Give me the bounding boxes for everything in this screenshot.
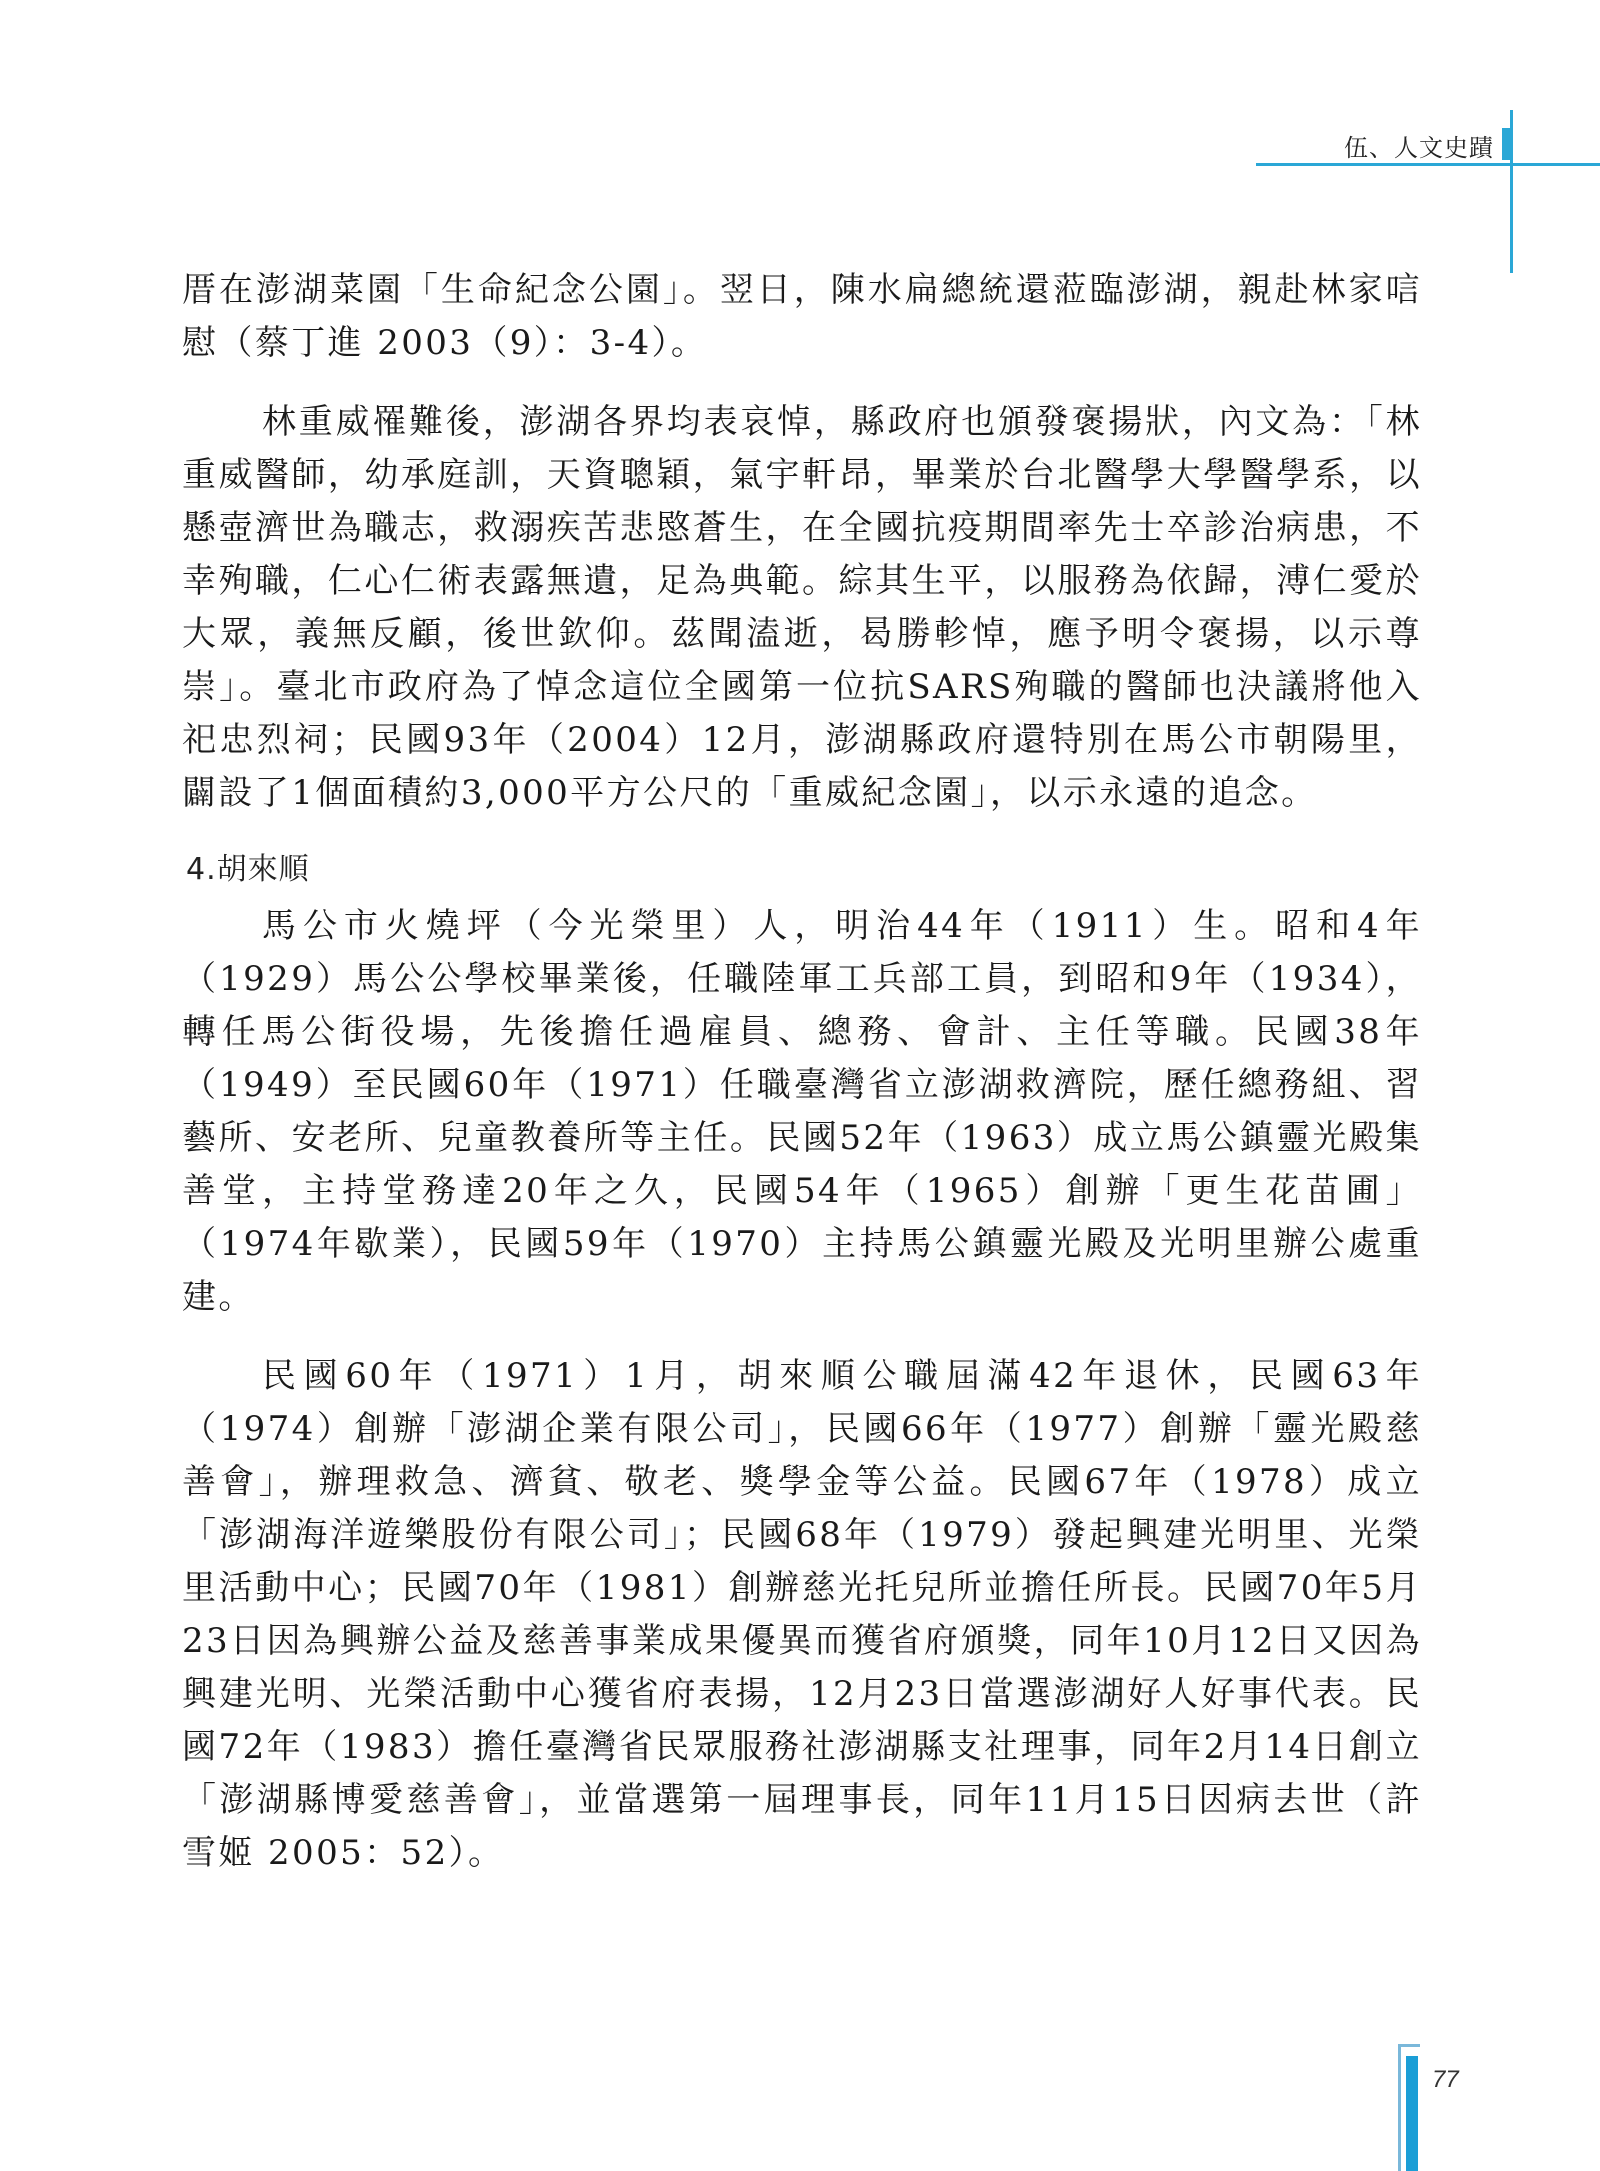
footer-rule-vertical [1398,2044,1401,2171]
subsection-heading: 4.胡來順 [186,852,310,887]
paragraph-continuation: 厝在澎湖菜園「生命紀念公園」。翌日，陳水扁總統還蒞臨澎湖，親赴林家唁慰（蔡丁進 2003（9）：3-4）。 [182,270,1422,363]
footer-accent-bar [1406,2056,1418,2171]
page-body [182,264,1422,1880]
header-rule-horizontal [1256,163,1600,166]
paragraph-hu-laishun-career: 民國60年（1971）1月，胡來順公職屆滿42年退休，民國63年（1974）創辦「澎湖企業有限公司」，民國66年（1977）創辦「靈光殿慈善會」，辦理救急、濟貧、敬老、獎學金等公益。民國67年（1978）成立「澎湖海洋遊樂股份有限公司」；民國68年（1979）發起興建光明里、光榮里活動中心；民國70年（1981）創辦慈光托兒所並擔任所長。民國70年5月23日因為興辦公益及慈善事業成果優異而獲省府頒獎，同年10月12日又因為興建光明、光榮活動中心獲省府表揚，12月23日當選澎湖好人好事代表。民國72年（1983）擔任臺灣省民眾服務社澎湖縣支社理事，同年2月14日創立「澎湖縣博愛慈善會」，並當選第一屆理事長，同年11月15日因病去世（許雪姬 2005：52）。 [182,1356,1422,1873]
header-accent-block [1502,128,1512,160]
page-number: 77 [1432,2066,1459,2093]
paragraph-lin-chongwei: 林重威罹難後，澎湖各界均表哀悼，縣政府也頒發褒揚狀，內文為：「林重威醫師，幼承庭訓，天資聰穎，氣宇軒昂，畢業於台北醫學大學醫學系，以懸壺濟世為職志，救溺疾苦悲愍蒼生，在全國抗疫期間率先士卒診治病患，不幸殉職，仁心仁術表露無遺，足為典範。綜其生平，以服務為依歸，溥仁愛於大眾，義無反顧，後世欽仰。茲聞溘逝，曷勝軫悼，應予明令褒揚，以示尊崇」。臺北市政府為了悼念這位全國第一位抗SARS殉職的醫師也決議將他入祀忠烈祠；民國93年（2004）12月，澎湖縣政府還特別在馬公市朝陽里，闢設了1個面積約3,000平方公尺的「重威紀念園」，以示永遠的追念。 [182,402,1422,813]
paragraph-hu-laishun-bio: 馬公市火燒坪（今光榮里）人，明治44年（1911）生。昭和4年（1929）馬公公學校畢業後，任職陸軍工兵部工員，到昭和9年（1934），轉任馬公街役場，先後擔任過雇員、總務、會計、主任等職。民國38年（1949）至民國60年（1971）任職臺灣省立澎湖救濟院，歷任總務組、習藝所、安老所、兒童教養所等主任。民國52年（1963）成立馬公鎮靈光殿集善堂，主持堂務達20年之久，民國54年（1965）創辦「更生花苗圃」（1974年歇業），民國59年（1970）主持馬公鎮靈光殿及光明里辦公處重建。 [182,906,1422,1317]
section-title: 伍、人文史蹟 [1344,134,1494,162]
footer-rule-horizontal [1398,2044,1420,2047]
